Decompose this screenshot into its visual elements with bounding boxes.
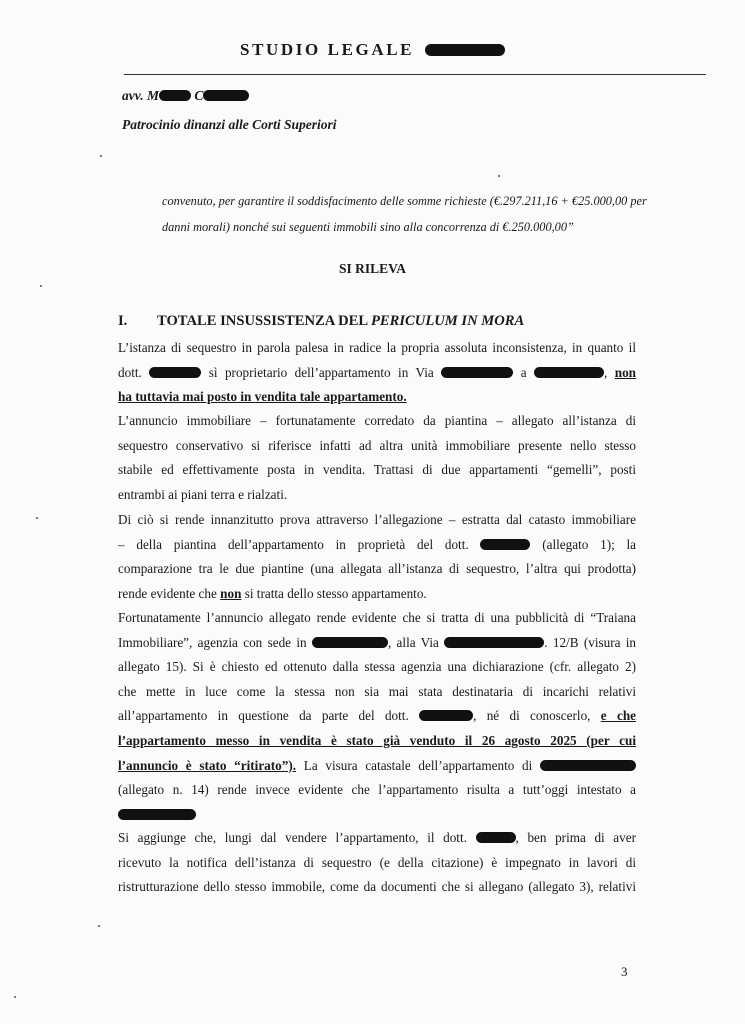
quote-block (162, 188, 647, 240)
text-line: L’annuncio immobiliare – fortunatamente corredato da piantina – allegato all’istanza di (118, 413, 636, 428)
text-line: stabile ed effettivamente posta in vendita. Trattasi di due appartamenti “gemelli”, posti (118, 462, 636, 478)
quote-line: danni morali) nonché sui seguenti immobili sino alla concorrenza di €.250.000,00” (162, 220, 574, 234)
page-number: 3 (621, 964, 628, 979)
firm-label: STUDIO LEGALE (240, 40, 415, 59)
text-line: ha tuttavia mai posto in vendita tale appartamento. (118, 389, 407, 405)
text-line: Si aggiunge che, lungi dal vendere l’appartamento, il dott. , ben prima di aver (118, 830, 636, 845)
redaction (312, 637, 388, 648)
redaction (476, 832, 516, 843)
scan-speck (100, 155, 102, 157)
text-line: L’istanza di sequestro in parola palesa in radice la propria assoluta inconsistenza, in quanto il (118, 340, 636, 355)
scan-speck (40, 285, 42, 287)
paragraph-1 (118, 336, 636, 410)
redaction (441, 367, 513, 378)
redaction (159, 90, 191, 101)
scan-speck (498, 175, 500, 177)
section-title (118, 313, 524, 330)
firm-name (0, 40, 745, 60)
text-line (118, 803, 636, 828)
header-rule (124, 74, 706, 75)
text-line: Fortunatamente l’annuncio allegato rende evidente che si tratta di una pubblicità di “Traiana (118, 610, 636, 625)
redaction (419, 710, 473, 721)
text-line: all’appartamento in questione da parte del dott. , né di conoscerlo, e che (118, 708, 637, 724)
text-line: Immobiliare”, agenzia con sede in , alla Via . 12/B (visura in (118, 634, 637, 650)
text-line: sequestro conservativo si riferisce infatti ad altra unità immobiliare presente nello stesso (118, 437, 636, 453)
text-line: l’appartamento messo in vendita è stato già venduto il 26 agosto 2025 (per cui (118, 732, 636, 748)
text-line: rende evidente che non si tratta dello stesso appartamento. (118, 585, 427, 601)
quote-line: convenuto, per garantire il soddisfacimento delle somme richieste (€.297.211,16 + €25.000,00 per (162, 194, 647, 208)
redaction (425, 44, 505, 56)
redaction (444, 637, 544, 648)
text-line: allegato 15). Si è chiesto ed ottenuto dalla stessa agenzia una dichiarazione (cfr. allegato 2) (118, 659, 636, 675)
paragraph-5 (118, 826, 636, 900)
redaction (540, 760, 636, 771)
text-line: (allegato n. 14) rende invece evidente che l’appartamento risulta a tutt’oggi intestato a (118, 782, 636, 798)
redaction (203, 90, 249, 101)
section-title-text: TOTALE INSUSSISTENZA DEL (156, 313, 368, 329)
paragraph-3 (118, 508, 636, 606)
redaction (118, 809, 196, 820)
text-line: l’annuncio è stato “ritirato”). La visura catastale dell’appartamento di (118, 754, 636, 779)
paragraph-2 (118, 409, 636, 507)
scan-speck (98, 925, 100, 927)
text-line: dott. sì proprietario dell’appartamento in Via a , non (118, 364, 637, 380)
text-line: ristrutturazione dello stesso immobile, come da documenti che si allegano (allegato 3), relativi (118, 879, 636, 895)
redaction (534, 367, 604, 378)
redaction (480, 539, 530, 550)
redaction (149, 367, 201, 378)
text-line: che mette in luce come la stessa non sia mai stata destinataria di incarichi relativi (118, 683, 636, 699)
scan-speck (14, 996, 16, 998)
firm-subtitle: Patrocinio dinanzi alle Corti Superiori (122, 117, 337, 132)
text-line: comparazione tra le due piantine (una allegata all’istanza di sequestro, l’altra qui prodotta) (118, 561, 636, 577)
text-line: Di ciò si rende innanzitutto prova attraverso l’allegazione – estratta dal catasto immobiliare (118, 512, 636, 527)
scan-speck (36, 517, 38, 519)
text-line: entrambi ai piani terra e rialzati. (118, 486, 288, 502)
section-number: I. (118, 313, 128, 329)
section-heading: SI RILEVA (339, 261, 406, 276)
text-line: ricevuto la notifica dell’istanza di sequestro (e della citazione) è impegnato in lavori di (118, 854, 636, 870)
section-title-italic: PERICULUM IN MORA (371, 313, 525, 329)
paragraph-4 (118, 606, 636, 827)
lawyer-name: avv. M C (122, 88, 249, 104)
text-line: – della piantina dell’appartamento in proprietà del dott. (allegato 1); la (118, 536, 637, 552)
